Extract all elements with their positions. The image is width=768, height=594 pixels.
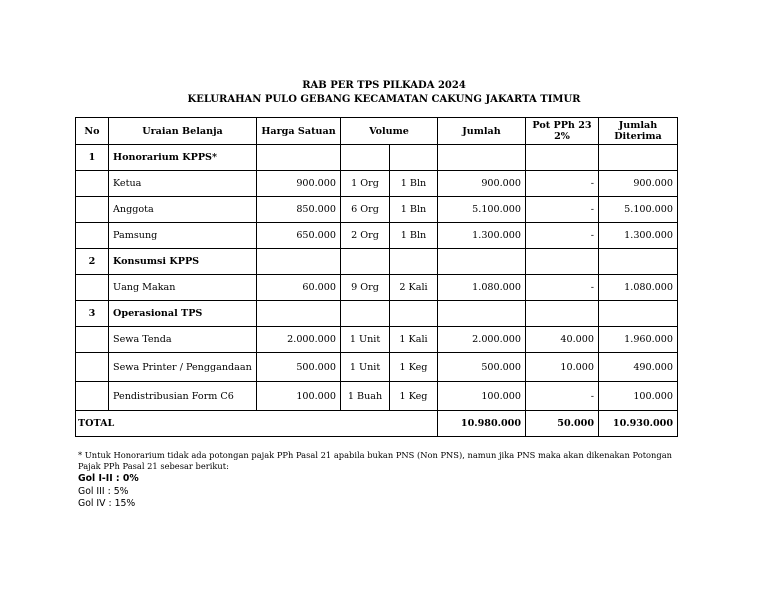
row-vol2: 1 Bln (390, 223, 438, 249)
row-no: 2 (76, 249, 109, 275)
document-title: RAB PER TPS PILKADA 2024 (302, 80, 466, 91)
row-uraian: Pamsung (109, 223, 257, 249)
table-row (76, 249, 678, 275)
row-uraian: Anggota (109, 197, 257, 223)
row-pot (526, 249, 599, 275)
table-row (76, 301, 678, 327)
row-no: 3 (76, 301, 109, 327)
header-pot: Pot PPh 23 2% (526, 118, 599, 145)
row-pot: - (526, 275, 599, 301)
row-pot (526, 301, 599, 327)
row-diterima (599, 145, 678, 171)
row-uraian: Uang Makan (109, 275, 257, 301)
row-vol2: 1 Kali (390, 327, 438, 353)
row-vol1: 1 Org (341, 171, 390, 197)
row-jumlah: 1.080.000 (438, 275, 526, 301)
gol-i-ii-rate: Gol I-II : 0% (78, 473, 139, 484)
header-volume: Volume (341, 118, 438, 145)
table-row (76, 327, 678, 353)
row-pot: 40.000 (526, 327, 599, 353)
row-uraian: Ketua (109, 171, 257, 197)
row-vol2: 2 Kali (390, 275, 438, 301)
row-vol2 (390, 301, 438, 327)
row-pot: - (526, 223, 599, 249)
row-jumlah: 2.000.000 (438, 327, 526, 353)
row-jumlah: 5.100.000 (438, 197, 526, 223)
row-jumlah: 500.000 (438, 353, 526, 382)
row-uraian: Pendistribusian Form C6 (109, 382, 257, 411)
row-harga: 650.000 (257, 223, 341, 249)
row-vol2: 1 Keg (390, 353, 438, 382)
header-harga: Harga Satuan (257, 118, 341, 145)
total-label: TOTAL (76, 411, 438, 437)
gol-iii-rate: Gol III : 5% (78, 486, 129, 497)
table-row (76, 275, 678, 301)
row-vol2: 1 Bln (390, 171, 438, 197)
row-vol1 (341, 249, 390, 275)
row-vol2 (390, 249, 438, 275)
row-harga (257, 249, 341, 275)
row-pot: - (526, 171, 599, 197)
row-vol2: 1 Bln (390, 197, 438, 223)
row-diterima: 1.960.000 (599, 327, 678, 353)
row-harga: 60.000 (257, 275, 341, 301)
row-no (76, 197, 109, 223)
row-vol2 (390, 145, 438, 171)
row-pot: - (526, 382, 599, 411)
row-jumlah (438, 249, 526, 275)
row-vol1 (341, 145, 390, 171)
row-diterima: 490.000 (599, 353, 678, 382)
table-row (76, 145, 678, 171)
document-subtitle: KELURAHAN PULO GEBANG KECAMATAN CAKUNG JAKARTA TIMUR (187, 94, 581, 105)
row-uraian: Sewa Printer / Penggandaan (109, 353, 257, 382)
row-diterima: 1.300.000 (599, 223, 678, 249)
row-harga: 900.000 (257, 171, 341, 197)
table-row (76, 353, 678, 382)
row-no (76, 275, 109, 301)
row-jumlah: 100.000 (438, 382, 526, 411)
row-harga: 2.000.000 (257, 327, 341, 353)
table-row (76, 171, 678, 197)
row-harga: 850.000 (257, 197, 341, 223)
total-pot: 50.000 (526, 411, 599, 437)
row-vol1: 9 Org (341, 275, 390, 301)
row-no (76, 327, 109, 353)
row-diterima: 5.100.000 (599, 197, 678, 223)
total-row (76, 411, 678, 437)
row-jumlah: 900.000 (438, 171, 526, 197)
footnote: * Untuk Honorarium tidak ada potongan pajak PPh Pasal 21 apabila bukan PNS (Non PNS), namun jika PNS maka akan dikenakan Potongan Pajak PPh Pasal 21 sebesar berikut: (78, 450, 672, 471)
row-jumlah: 1.300.000 (438, 223, 526, 249)
row-no (76, 353, 109, 382)
row-harga: 100.000 (257, 382, 341, 411)
row-vol1 (341, 301, 390, 327)
row-uraian: Operasional TPS (109, 301, 257, 327)
header-jumlah: Jumlah (438, 118, 526, 145)
row-jumlah (438, 301, 526, 327)
row-no (76, 382, 109, 411)
table-header-row (76, 118, 678, 145)
row-pot: 10.000 (526, 353, 599, 382)
row-no (76, 223, 109, 249)
row-uraian: Konsumsi KPPS (109, 249, 257, 275)
table-row (76, 197, 678, 223)
row-diterima: 100.000 (599, 382, 678, 411)
table-row (76, 382, 678, 411)
row-vol1: 1 Buah (341, 382, 390, 411)
row-vol1: 2 Org (341, 223, 390, 249)
row-vol1: 1 Unit (341, 327, 390, 353)
row-diterima: 1.080.000 (599, 275, 678, 301)
row-harga (257, 301, 341, 327)
row-diterima: 900.000 (599, 171, 678, 197)
budget-table (75, 117, 678, 437)
gol-iv-rate: Gol IV : 15% (78, 498, 136, 509)
row-diterima (599, 301, 678, 327)
row-vol1: 1 Unit (341, 353, 390, 382)
row-jumlah (438, 145, 526, 171)
row-no (76, 171, 109, 197)
row-uraian: Honorarium KPPS* (109, 145, 257, 171)
header-uraian: Uraian Belanja (109, 118, 257, 145)
row-harga: 500.000 (257, 353, 341, 382)
row-harga (257, 145, 341, 171)
total-diterima: 10.930.000 (599, 411, 678, 437)
header-no: No (76, 118, 109, 145)
row-uraian: Sewa Tenda (109, 327, 257, 353)
row-vol2: 1 Keg (390, 382, 438, 411)
row-pot: - (526, 197, 599, 223)
row-no: 1 (76, 145, 109, 171)
header-diterima: Jumlah Diterima (599, 118, 678, 145)
table-row (76, 223, 678, 249)
row-pot (526, 145, 599, 171)
row-vol1: 6 Org (341, 197, 390, 223)
row-diterima (599, 249, 678, 275)
total-jumlah: 10.980.000 (438, 411, 526, 437)
